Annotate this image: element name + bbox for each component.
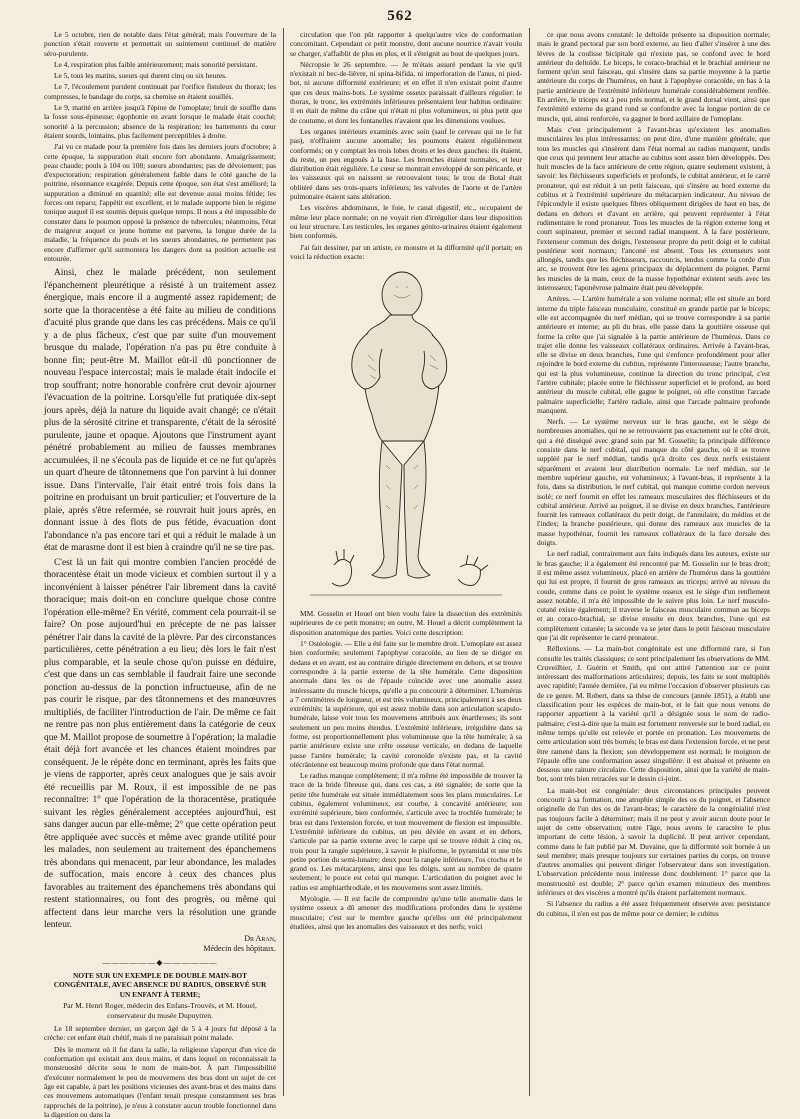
article-byline: Par M. Henri Roger, médecin des Enfans-Trouvés, et M. Houel, conservateur du musée Dupuytren. — [63, 1001, 257, 1020]
paragraph: MM. Gosselin et Houel ont bien voulu faire la dissection des extrémités supérieures de ce petit monstre; en outre, M. Houel a décrit complètement la disposition anatomique des parties. Voici cette description: — [290, 609, 522, 637]
signature-title: Médecin des hôpitaux. — [203, 943, 276, 953]
infant-drawing — [290, 265, 522, 603]
paragraph: J'ai fait dessiner, par un artiste, ce monstre et la difformité qu'il portait; en voici la réduction exacte: — [290, 242, 522, 261]
paragraph: Le 5, tous les matins, sueurs qui durent cinq ou six heures. — [54, 71, 227, 81]
paragraph: ce que nous avons constaté: le deltoïde présente sa disposition normale; mais le grand pectoral par son bord externe, au lieu d'aller s'insérer à une des lèvres de la coulisse bicipitale qui n'existe pas, se confond avec le bord antérieur du deltoïde. Le biceps, le coraco-brachial et le brachial antérieur ne forment qu'un seul faisceau, qui s'insère dans sa partie moyenne à la partie antérieure du corps de l'humérus, en haut à l'apophyse coracoïde, en bas à la partie antérieure de l'extrémité inférieure humérale considérablement renflée. En arrière, le triceps est à peu près normal, et le grand dorsal vient, ainsi que l'extrémité externe du grand rond se confondre avec la longue portion de ce muscle, qui, ainsi renforcée, va gagner le bord axillaire de l'omoplate. — [537, 30, 770, 123]
paragraph: Ainsi, chez le malade précédent, non seulement l'épanchement pleurétique a résisté à un traitement assez énergique, mais encore il a augmenté assez rapidement; de sorte que la thoracentèse a été faite au milieu de conditions d'acuité plus grande que dans les cas précédens. Mais ce qu'il y a de plus fâcheux, c'est que par suite d'un mouvement brusque du malade, l'opération n'a pas pu être conduite à bonne fin; peut-être M. Maillot eût-il dû ponctionner de nouveau l'espace intercostal; mais le malade était indocile et trop souffrant; notre honorable confrère crut devoir ajourner l'évacuation de la poitrine. Lorsqu'elle fut pratiquée dix-sept jours après, déjà la nature du liquide avait changé; ce n'était plus de la sérosité citrine et transparente, c'était de la sérosité purulente, jaune et opaque. Ajoutons que l'instrument ayant pénétré probablement au milieu de fausses membranes accumulées, il ne s'écoula pas de liquide et ce ne fut qu'après un quart d'heure de tâtonnemens que l'on parvint à lui donner issue. Dans l'intervalle, l'air était entré trois fois dans la poitrine en produisant un bruit particulier; et l'ouverture de la plaie, après s'être refermée, se rouvrait huit jours après, en donnant issue à des flots de pus fétide, évacuation dont l'abondance n'a pas encore tari et qui a réduit le malade à un état de marasme dont il est bien à craindre qu'il ne se tire pas. — [44, 268, 276, 554]
paragraph: Nerfs. — Le système nerveux sur le bras gauche, est le siège de nombreuses anomalies, qui ne se retrouvaient pas exactement sur le côté droit, qui a été disséqué avec grand soin par M. Gosselin; la principale différence consiste dans le nerf cubital, qui manque du côté gauche, où il se trouve suppléé par le nerf médian, tandis qu'à droite ces deux nerfs existaient séparément et avaient leur distribution normale. Le nerf médian, sur le membre supérieur gauche, est volumineux; à l'avant-bras, il représente à la fois, dans sa distribution, le nerf cubital, qui manque comme cordon nerveux isolé; ce nerf fournit en effet les rameaux musculaires des fléchisseurs et du cubital antérieur. Arrivé au poignet, il se divise en deux branches, l'antérieure fournit les rameaux collatéraux du petit doigt, de l'annulaire, du médius et de l'index; la branche postérieure, qui donne des rameaux aux muscles de la masse hypothénar, fournit les rameaux collatéraux de la face dorsale des doigts. — [537, 417, 770, 548]
paragraph: Les organes intérieurs examinés avec soin (sauf le cerveau qui ne le fut pas), n'offraient aucune anomalie; les poumons étaient régulièrement conformés; on y comptait les trois lobes droits et les deux gauches: ils étaient, du reste, un peu engoués à la base. Les bronches étaient normales, et leur distribution était régulière. Le cœur se montrait enveloppé de son péricarde, et les vaisseaux qui en naissent se retrouvaient tous; le trou de Botal était oblitéré dans ses trois-quarts inférieurs; les valvules de l'aorte et de l'artère pulmonaire étaient sans altération. — [290, 126, 522, 202]
signature — [44, 934, 276, 954]
paragraph: C'est là un fait qui montre combien l'ancien procédé de thoracentèse était un mode vicieux et combien surtout il y a inconvénient à laisser pénétrer l'air librement dans la cavité thoracique; mais doit-on en conclure quelque chose contre l'opération elle-même? En vérité, comment cela pourrait-il se faire? On pose aujourd'hui en précepte de ne pas laisser pénétrer l'air dans la cavité de la plèvre. Par des circonstances particulières, cette pénétration a eu lieu; dès lors le fait n'est plus comparable, et la seule chose qu'on puisse en déduire, c'est que dans un cas semblable il faudrait faire une seconde ponction au-dessus de la ponction infructueuse, afin de ne pas courir le risque, par des tâtonnemens et des manœuvres multipliés, de faciliter l'introduction de l'air. De même ce fait ne rentre pas non plus entièrement dans la catégorie de ceux que M. Maillot propose de soumettre à l'opération; la maladie était déjà fort avancée et les chances étaient moindres par conséquent. Je le répète donc en terminant, après les faits que je viens de rapporter, après ceux analogues que je sais avoir été recueillis par M. Roux, il est impossible de ne pas reconnaître: 1° que l'opération de la thoracentèse, pratiquée suivant les règles généralement acceptées aujourd'hui, est sans danger aucun par elle-même; 2° que cette opération peut être appliquée avec succès et même avec grande utilité pour les malades, non seulement au traitement des épanchemens très abondans qui menacent, par leur abondance, les malades de suffocation, mais encore à ceux des chances plus favorables au traitement des épanchemens très abondans qui restent stationnaires, ou font des progrès, ou même qui affectent dans leur marche vers la résolution une grande lenteur. — [44, 557, 276, 931]
paragraph: Les viscères abdominaux, le foie, le canal digestif, etc., occupaient de même leur place normale; on ne voyait rien d'irrégulier dans leur disposition ou leur structure. Les testicules, les organes génito-urinaires étaient également bien conformés. — [290, 203, 522, 241]
paragraph: Le 7, l'écoulement purulent continuait par l'orifice fistuleux du thorax; les compresses, le bandage du corps, sa chemise en étaient souillés. — [44, 82, 276, 101]
column-2 — [290, 30, 522, 1096]
paragraph: Dès le moment où il fut dans la salle, la religieuse s'aperçut d'un vice de conformation qui existait aux deux mains, et dans lequel on reconnaissait la monstruosité décrite sous le nom de main-bot. À part l'impossibilité d'exécuter normalement le peu de mouvemens des bras dont un sujet de cet âge est capable, à part les positions vicieuses des avant-bras et des mains dans ces mouvemens automatiques (l'enfant tenait presque constamment ses bras rapprochés de la poitrine), je n'eus à constater aucun trouble fonctionnel dans la digestion ou dans la — [44, 1044, 276, 1119]
column-1 — [44, 30, 276, 1119]
paragraph: Le nerf radial, contrairement aux faits indiqués dans les auteurs, existe sur le bras gauche; il a également été rencontré par M. Gosselin sur le bras droit; il est même assez volumineux, placé en arrière de l'humérus dans la gouttière qui lui est propre, il fournit de gros rameaux au triceps; arrivé au niveau du coude, comme dans ce point le système osseux est le siège d'un renflement assez notable, il m'a été impossible de le suivre plus loin. Le nerf musculo-cutané existe également; il traverse le faisceau musculaire commun au biceps et au coraco-brachial, se divise ensuite en deux branches, l'une qui est complètement cutanée; la seconde va se jeter dans le petit faisceau musculaire que j'ai dit représenter le carré pronateur. — [537, 549, 770, 642]
paragraph: Nécropsie le 26 septembre. — Je m'étais assuré pendant la vie qu'il n'existait ni bec-de-lièvre, ni spina-bifida, ni imperforation de l'anus, ni pied-bot, ni aucune difformité extérieure; et en effet il n'en existait point d'autre que ces deux mains-bots. Le système osseux paraissait d'ailleurs régulier: le thorax, le tronc, les extrémités inférieures présentaient leur habitus ordinaire: il en était de même du crâne qui n'était ni plus volumineux, ni plus petit que de coutume, et dont les fontanelles n'avaient que les dimensions voulues. — [290, 59, 522, 125]
page-number: 562 — [387, 8, 413, 24]
column-rule-right — [529, 28, 530, 1096]
paragraph: circulation que l'on pût rapporter à quelqu'autre vice de conformation concomitant. Cependant ce petit monstre, dont aucune nourrice n'avait voulu se charger, s'affaiblit de plus en plus, et il s'éteignit au bout de quelques jours. — [290, 30, 522, 58]
paragraph: Le 5 octobre, rien de notable dans l'état général; mais l'ouverture de la ponction s'était rouverte et permettait un suintement continuel de matière séro-purulente. — [44, 30, 276, 58]
column-3 — [537, 30, 770, 1096]
paragraph: Le 4, respiration plus faible antérieurement; mais sonorité persistant. — [54, 59, 258, 69]
column-rule-left — [283, 28, 284, 1096]
paragraph: J'ai vu ce malade pour la première fois dans les derniers jours d'octobre; à cette époque, la suppuration était encore fort abondante. Amaigrissement; peau chaude; pouls à 104 ou 108; sueurs abondantes; pas de dévoiement; pas d'expectoration; respiration généralement faible dans le côté gauche de la poitrine, résonnance exagérée. Depuis cette époque, son état s'est amélioré; la suppuration a diminué en quantité; elle est devenue aussi moins fétide; les forces ont reparu; l'appétit est excellent, et le malade supporte bien le régime tonique auquel il est soumis depuis quelque temps. Il nous a été impossible de constater dans le poumon opposé la présence de tubercules; néanmoins, l'état de maigreur auquel ce jeune homme est parvenu, la longue durée de la maladie, la fréquence du pouls et les sueurs abondantes, ne permettent pas encore d'affirmer qu'il surmontera les dangers dont sa position actuelle est entourée. — [44, 142, 276, 263]
infant-illustration — [290, 265, 522, 603]
paragraph: Le radius manque complètement; il m'a même été impossible de trouver la trace de la bride fibreuse qui, dans ces cas, a été signalée; de sorte que la petite tête humérale est située immédiatement sous les plans musculaires. Le cubitus, également volumineux, est courbe, à concavité antérieure; son extrémité supérieure, bien conformée, s'articule avec la trochlée humérale; le bras est dans l'extension forcée, et tout mouvement de flexion est impossible. L'extrémité inférieure du cubitus, un peu déviée en avant et en dehors, s'articule par sa partie externe avec le carpe qui se trouve réduit à cinq os, trois pour la rangée supérieure, à savoir le pisiforme, le pyramidal et une très petite portion du semi-lunaire; deux pour la rangée inférieure, l'os crochu et le grand os. Les métacarpiens, ainsi que les doigts, sont au nombre de quatre seulement; le pouce est celui qui manque. L'articulation du poignet avec le radius est amphiarthrodiale, et les mouvemens sont assez limités. — [290, 771, 522, 892]
hand-detail-left-icon — [332, 549, 354, 586]
article-title: NOTE SUR UN EXEMPLE DE DOUBLE MAIN-BOT CONGÉNITALE, AVEC ABSENCE DU RADIUS, OBSERVÉ SUR UN ENFANT À TERME; — [53, 970, 267, 999]
paragraph: Myologie. — Il est facile de comprendre qu'une telle anomalie dans le système osseux a dû amener des modifications profondes dans le système musculaire; c'est sur le membre gauche qu'elles ont été principalement étudiées, ainsi que les anomalies des vaisseaux et des nerfs; voici — [290, 894, 522, 931]
paragraph: La main-bot est congéniale: deux circonstances principales peuvent concourir à sa formation, une atrophie simple des os du poignet, et l'absence originelle de l'un des os de l'avant-bras; le caractère de la congénialité n'est pas toujours facile à déterminer; mais il ne peut y avoir aucun doute pour le sujet de cette observation; outre l'âge, nous avons le caractère le plus important de cette lésion, à savoir la duplicité. Il peut arriver cependant, comme dans le fait publié par M. Duvaine, que la difformité soit bornée à un seul membre; mais presque toujours sur certaines parties du corps, on trouve d'autres anomalies qui peuvent diriger l'observateur dans son investigation. L'observation précédente nous intéresse donc doublement: 1° parce que la monstruosité est double; 2° parce qu'un examen minutieux des membres inférieurs et des viscères a montré qu'ils étaient parfaitement normaux. — [537, 785, 770, 898]
paragraph: Réflexions. — La main-bot congénitale est une difformité rare, si l'on consulte les traités classiques; ce sont principalement les observations de MM. Cruveilhier, J. Guérin et Smith, qui ont attiré l'attention sur ce point intéressant des malformations articulaires; depuis, les faits se sont multipliés avec rapidité; l'année dernière, j'ai eu même l'occasion d'observer plusieurs cas de ce genre. M. Robert, dans sa thèse de concours (année 1851), a établi une classification pour les espèces de main-bot, et le fait que nous venons de rapporter appartient à la variété qu'il a désignée sous le nom de radio-palmaire; c'est-à-dire que la main est fortement renversée sur le bord radial, en même temps qu'elle est relevée et portée en pronation. Les mouvemens de cette articulation sont très bornés; le bras est dans l'extension forcée, et ne peut être ramené dans la flexion; son développement est normal; le moignon de l'épaule offre une conformation assez singulière: il est abaissé et présente en dessous une rainure circulaire. Cette disposition, ainsi que la variété de main-bot, sont très bien retracées sur le dessin ci-joint. — [537, 644, 770, 784]
paragraph: 1° Ostéologie. — Elle a été faite sur le membre droit. L'omoplate est assez bien conformée; seulement l'apophyse coracoïde, au lieu de se diriger en dedans et en avant, est au contraire dirigée directement en dehors, et se trouve correspondre à la partie externe de la tête humérale. Cette disposition anormale dans les os de l'épaule coïncide avec une anomalie assez intéressante du muscle biceps, qu'elle a pu concourir à déterminer. L'humérus a 7 centimètres de longueur, et est très volumineux, principalement à ses deux extrémités; la supérieure, qui est assez mobile dans son articulation scapulo-humérale, laisse voir tous les mouvemens attribués aux énarthroses; ils sont seulement un peu moins étendus. L'extrémité inférieure, irrégulière dans sa forme, est proportionnellement plus volumineuse que la tête humérale; à sa partie antérieure existe une crête osseuse verticale, en dedans de laquelle passe l'artère humérale; la cavité coronoïde n'existe pas, et la cavité olécrânienne est beaucoup moins profonde que dans l'état normal. — [290, 639, 522, 769]
paragraph: Mais c'est principalement à l'avant-bras qu'existent les anomalies musculaires les plus intéressantes: on peut dire, d'une manière générale, que tous les muscles qui s'insèrent dans l'état normal au radius manquent, tandis que ceux qui prennent leur attache au cubitus sont assez bien développés. Des huit muscles de la face antérieure de cette région, quatre seulement existent, à savoir: les fléchisseurs superficiels et profonds, le cubital antérieur, et le carré pronateur, qui est réduit à un petit faisceau, qui s'insère au bord externe du cubitus et à l'extrémité supérieure du métacarpien indicateur. Au niveau de l'épicondyle il existe quelques fibres obliquement dirigées de haut en bas, de dedans en dehors et d'avant en arrière, qui peuvent représenter à l'état rudimentaire le rond pronateur. Tous les muscles de la région externe long et court supinateur, premier et second radial manquent. À la face postérieure, l'extenseur commun des doigts, l'extenseur propre du petit doigt et le cubital postérieur sont normaux; l'anconé est absent. Tous les extenseurs sont allongés, tandis que les fléchisseurs, raccourcis, tendus comme la corde d'un arc, se trouvent être les agens principaux du déplacement du poignet. Parmi les muscles de la main, ceux de la masse hypothénar existent seuls avec les interosseux; l'aponévrose palmaire était peu développée. — [537, 124, 770, 293]
paragraph: Si l'absence du radius a été assez fréquemment observée avec persistance du cubitus, il n'en est pas de même pour ce dernier; le cubitus — [537, 899, 770, 918]
paragraph: Le 18 septembre dernier, un garçon âgé de 5 à 4 jours fut déposé à la crèche: cet enfant était chétif, mais il ne paraissait point malade. — [44, 1024, 276, 1043]
paragraph: Artères. — L'artère humérale a son volume normal; elle est située au bord interne du triple faisceau musculaire, constitué en grande partie par le biceps; elle est accompagnée du nerf médian, qui se trouve correspondre à sa partie antérieure et interne; au pli du bras, elle passe dans la gouttière osseuse qui forme la crête que j'ai signalée à la partie antérieure de l'humérus. Dans ce trajet elle donne les vaisseaux collatéraux ordinaires. Arrivée à l'avant-bras, elle se divise en deux branches, l'une qui s'enfonce profondément pour aller rejoindre le bord externe du cubitus, représente l'interosseuse; l'autre branche, qui est la plus volumineuse, continue la direction du tronc principal, c'est l'artère cubitale; placée entre le fléchisseur superficiel et le profond, au bord antérieur du muscle cubital, elle gagne le poignet, où elle constitue l'arcade palmaire superficielle; l'artère radiale, ainsi que l'arcade palmaire profonde manquent. — [537, 294, 770, 415]
paragraph: Le 9, matité en arrière jusqu'à l'épine de l'omoplate; bruit de souffle dans la fosse sous-épineuse; égophonie en avant lorsque le malade était couché; sonorité à la percussion; absence de la respiration; les battements du cœur étaient sourds, lointains, plus facilement perceptibles à droite. — [44, 103, 276, 140]
signature-name: Dr Aran, — [244, 933, 276, 943]
ornament-separator: ——————◆—————— — [102, 957, 218, 967]
hand-detail-right-icon — [458, 555, 488, 585]
